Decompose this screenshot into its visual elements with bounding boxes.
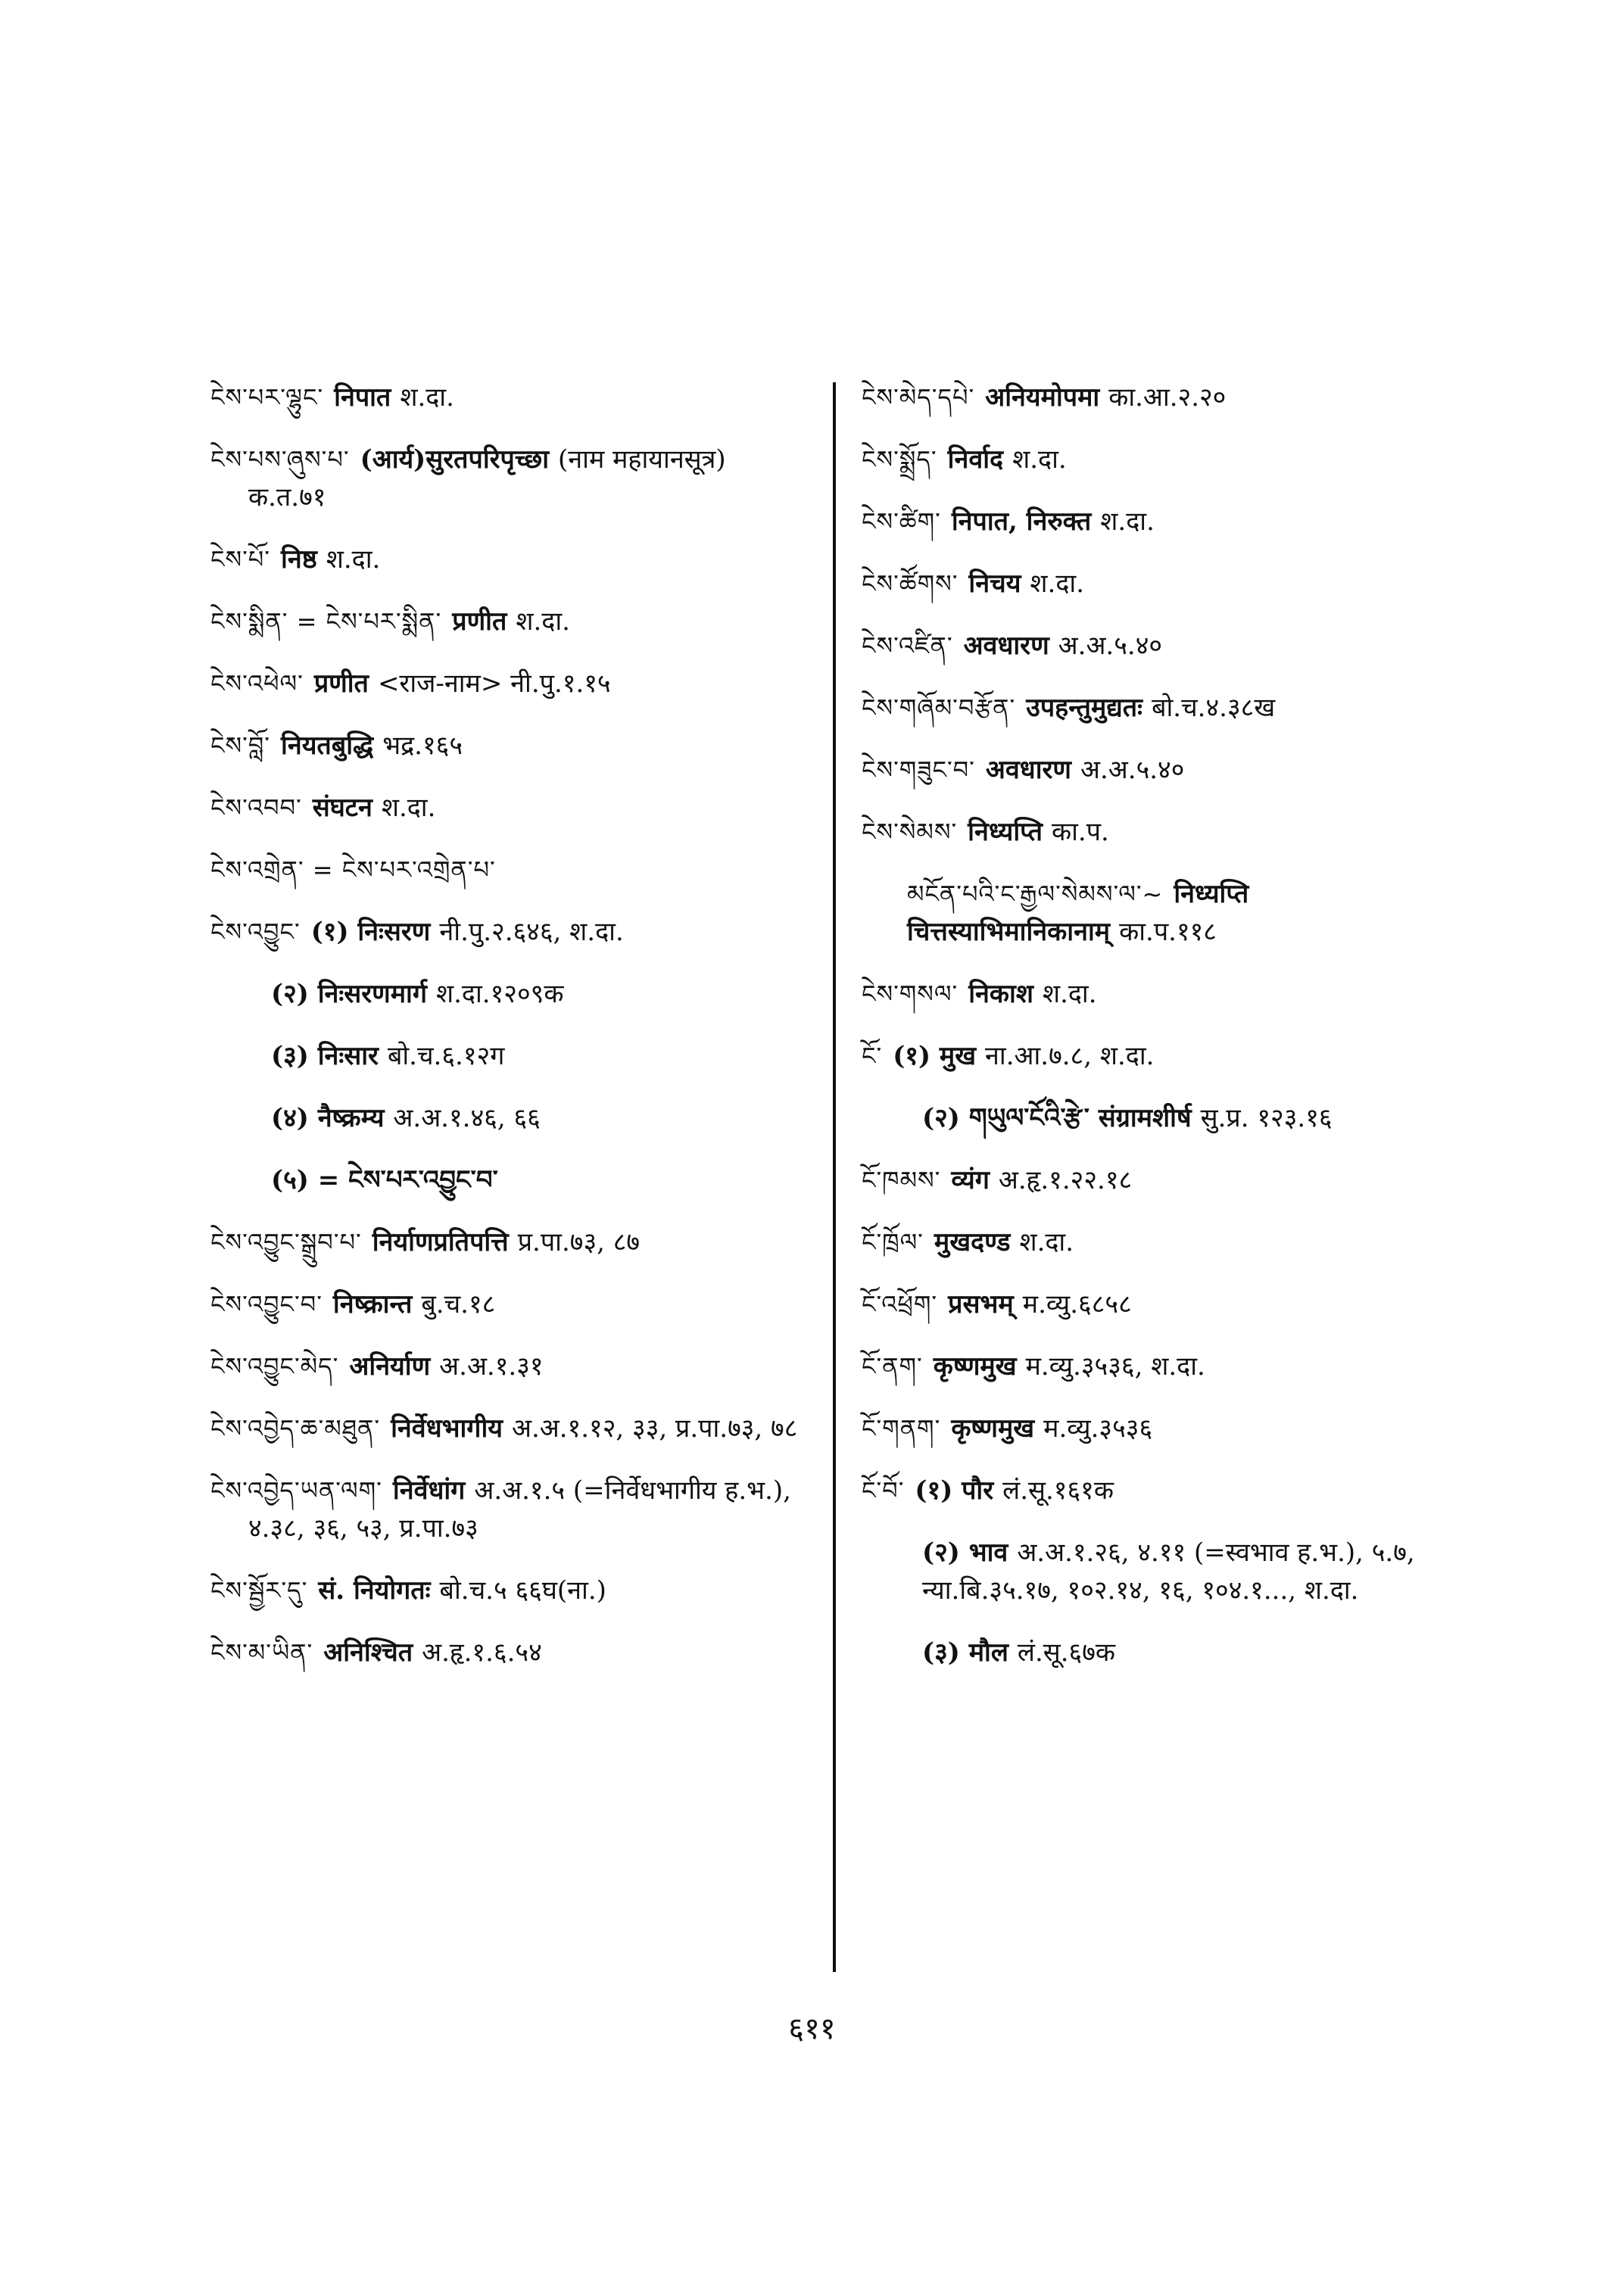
sanskrit-equivalent: निचय	[968, 569, 1021, 599]
tibetan-headword: ངེས་བློ་	[210, 731, 271, 760]
sanskrit-equivalent: (आर्य)सुरतपरिपृच्छा	[360, 444, 550, 475]
sanskrit-equivalent: निर्वेधांग	[392, 1475, 466, 1506]
source-reference: सु.प्र. १२३.१६	[1200, 1103, 1333, 1133]
sanskrit-equivalent: संघटन	[312, 793, 372, 823]
sanskrit-equivalent: अवधारण	[963, 631, 1049, 661]
sanskrit-equivalent: निर्वाद	[947, 444, 1004, 475]
sanskrit-equivalent: अनियमोपमा	[985, 382, 1100, 413]
source-reference: बु.च.१८	[421, 1289, 496, 1319]
sanskrit-equivalent: (२) གཡུལ་ངོའི་རྩེ་ संग्रामशीर्ष	[922, 1103, 1192, 1133]
source-reference: का.आ.२.२०	[1108, 382, 1227, 413]
tibetan-headword: ངེས་སྨྲོད་	[862, 445, 937, 474]
source-reference: श.दा.	[326, 544, 381, 575]
source-reference: बो.च.६.१२ग	[387, 1041, 505, 1071]
source-reference: <राज-नाम> नी.पु.१.१५	[377, 668, 611, 699]
sanskrit-equivalent: निकाश	[968, 979, 1033, 1009]
dictionary-entry	[862, 1410, 1467, 1447]
sanskrit-equivalent: निर्याणप्रतिपत्ति	[372, 1227, 509, 1257]
sanskrit-equivalent: (१) निःसरण	[310, 917, 431, 947]
sanskrit-equivalent: निपात, निरुक्त	[951, 506, 1092, 537]
tibetan-headword: ངེས་གཟུང་བ་	[862, 756, 975, 784]
dictionary-entry	[862, 627, 1467, 665]
tibetan-headword: ངེས་འཕེལ་	[210, 669, 304, 698]
sanskrit-equivalent: (३) मौल	[922, 1637, 1008, 1668]
dictionary-entry	[210, 1347, 809, 1385]
tibetan-headword: ངེས་ཚོགས་	[862, 569, 959, 598]
dictionary-entry	[862, 441, 1467, 478]
dictionary-entry	[862, 1161, 1467, 1199]
source-reference: (नाम महायानसूत्र) क.त.७१	[248, 444, 726, 512]
dictionary-entry	[210, 665, 809, 703]
source-reference: नी.पु.२.६४६, श.दा.	[439, 917, 624, 947]
tibetan-headword: ངེས་པར་ལྷུང་	[210, 383, 324, 412]
tibetan-headword: ངེས་འཛིན་	[862, 631, 953, 660]
source-reference: श.दा.	[1030, 569, 1085, 599]
dictionary-entry	[922, 1634, 1467, 1671]
dictionary-entry	[862, 689, 1467, 727]
dictionary-entry	[862, 1223, 1467, 1261]
tibetan-headword: མངོན་པའི་ང་རྒྱལ་སེམས་ལ་~	[907, 880, 1164, 908]
source-reference: म.व्यु.३५३६	[1043, 1413, 1153, 1444]
right-column	[862, 379, 1467, 1696]
source-reference: श.दा.	[1100, 506, 1155, 537]
sanskrit-equivalent: (३) निःसार	[271, 1041, 379, 1071]
dictionary-entry	[922, 1534, 1467, 1609]
sanskrit-equivalent: प्रसभम्	[948, 1289, 1014, 1319]
tibetan-headword: ངེས་མ་ཡིན་	[210, 1638, 313, 1667]
sanskrit-equivalent: (१) मुख	[893, 1041, 977, 1071]
dictionary-entry	[271, 1037, 809, 1075]
tibetan-headword: ངོ་འཕྲོག་	[862, 1290, 938, 1319]
tibetan-headword: ངོ་ཁྲོལ་	[862, 1228, 924, 1257]
dictionary-entry	[271, 975, 809, 1013]
source-reference: श.दा.	[400, 382, 454, 413]
dictionary-entry	[210, 379, 809, 416]
dictionary-entry	[862, 565, 1467, 603]
source-reference: अ.अ.१.५ (=निर्वेधभागीय ह.भ.), ४.३८, ३६, ५३, प्र.पा.७३	[248, 1475, 791, 1544]
dictionary-entry	[862, 503, 1467, 541]
dictionary-entry	[862, 1347, 1467, 1385]
source-reference: ना.आ.७.८, श.दा.	[985, 1041, 1155, 1071]
source-reference: बो.च.४.३८ख	[1152, 693, 1276, 723]
dictionary-entry	[862, 1285, 1467, 1323]
sanskrit-equivalent: प्रणीत	[313, 668, 369, 699]
tibetan-headword: ངོ་	[862, 1042, 883, 1070]
sanskrit-equivalent: प्रणीत	[452, 606, 507, 637]
dictionary-entry	[271, 1099, 809, 1137]
source-reference: श.दा.	[1042, 979, 1097, 1009]
sanskrit-equivalent: निष्क्रान्त	[332, 1289, 413, 1319]
source-reference: भद्र.१६५	[382, 731, 463, 761]
source-reference: श.दा.	[381, 793, 436, 823]
source-reference: अ.अ.१.२६, ४.११ (=स्वभाव ह.भ.), ५.७, न्या.बि.३५.१७, १०२.१४, १६, १०४.१..., श.दा.	[922, 1537, 1415, 1606]
tibetan-headword: ངེས་གཞོམ་བརྩོན་	[862, 693, 1016, 722]
dictionary-entry	[271, 1161, 809, 1199]
dictionary-entry	[210, 727, 809, 765]
source-reference: अ.हृ.१.२२.१८	[998, 1165, 1133, 1195]
source-reference: अ.हृ.१.६.५४	[422, 1637, 542, 1668]
sanskrit-equivalent: अवधारण	[985, 755, 1071, 785]
dictionary-entry	[210, 603, 809, 640]
tibetan-headword: ངེས་མེད་དཔེ་	[862, 383, 975, 412]
column-divider	[833, 382, 836, 1972]
tibetan-headword: ངེས་འབྱུང་	[210, 918, 301, 946]
sanskrit-equivalent: अनिर्याण	[349, 1351, 431, 1382]
source-reference: लं.सू.१६१क	[1002, 1475, 1114, 1506]
dictionary-entry	[907, 875, 1467, 951]
sanskrit-equivalent: (२) भाव	[922, 1537, 1008, 1568]
source-reference: का.प.	[1052, 817, 1109, 847]
sanskrit-equivalent: उपहन्तुमुद्यतः	[1026, 693, 1143, 723]
source-reference: का.प.११८	[1119, 917, 1217, 947]
sanskrit-equivalent: (१) पौर	[915, 1475, 994, 1506]
dictionary-entry	[862, 379, 1467, 416]
sanskrit-equivalent: व्यंग	[951, 1165, 990, 1195]
tibetan-headword: ངེས་འབྱེད་ཡན་ལག་	[210, 1476, 382, 1505]
dictionary-entry	[210, 1572, 809, 1609]
sanskrit-equivalent: निध्यप्ति चित्तस्याभिमानिकानाम्	[907, 879, 1249, 947]
tibetan-headword: ངོ་གནག་	[862, 1414, 941, 1443]
tibetan-headword: ངེས་འབབ་	[210, 793, 302, 822]
source-reference: लं.सू.६७क	[1017, 1637, 1116, 1668]
dictionary-entry	[210, 1410, 809, 1447]
dictionary-entry	[922, 1099, 1467, 1137]
sanskrit-equivalent: निपात	[334, 382, 391, 413]
dictionary-entry	[210, 1285, 809, 1323]
sanskrit-equivalent: निष्ठ	[281, 544, 317, 575]
source-reference: अ.अ.५.४०	[1080, 755, 1185, 785]
sanskrit-equivalent: (४) नैष्क्रम्य	[271, 1103, 385, 1133]
source-reference: अ.अ.१.४६, ६६	[393, 1103, 541, 1133]
source-reference: प्र.पा.७३, ८७	[517, 1227, 641, 1257]
source-reference: म.व्यु.६८५८	[1022, 1289, 1132, 1319]
sanskrit-equivalent: कृष्णमुख	[933, 1351, 1017, 1382]
sanskrit-equivalent: (५) = ངེས་པར་འབྱུང་བ་	[271, 1165, 498, 1195]
dictionary-entry	[210, 1223, 809, 1261]
source-reference: श.दा.	[1012, 444, 1067, 475]
dictionary-entry	[210, 541, 809, 578]
tibetan-headword: ངེས་སྨིན་ = ངེས་པར་སྨིན་	[210, 607, 442, 636]
sanskrit-equivalent: निर्वेधभागीय	[391, 1413, 503, 1444]
dictionary-entry	[862, 751, 1467, 789]
source-reference: श.दा.	[1019, 1227, 1074, 1257]
tibetan-headword: ངོ་ནག་	[862, 1352, 923, 1381]
source-reference: श.दा.१२०९क	[436, 979, 564, 1009]
sanskrit-equivalent: सं. नियोगतः	[318, 1575, 431, 1606]
tibetan-headword: ངེས་འབྱུང་བ་	[210, 1290, 323, 1319]
left-column	[210, 379, 809, 1696]
sanskrit-equivalent: मुखदण्ड	[934, 1227, 1011, 1257]
dictionary-entry	[210, 1472, 809, 1547]
source-reference: बो.च.५ ६६घ(ना.)	[439, 1575, 606, 1606]
dictionary-entry	[210, 1634, 809, 1671]
dictionary-entry	[210, 851, 809, 889]
dictionary-entry	[210, 789, 809, 827]
dictionary-entry	[862, 1037, 1467, 1075]
tibetan-headword: ངེས་འབྱེད་ཆ་མཐུན་	[210, 1414, 381, 1443]
source-reference: म.व्यु.३५३६, श.दा.	[1025, 1351, 1205, 1382]
tibetan-headword: ངེས་པས་ཞུས་པ་	[210, 445, 350, 474]
dictionary-entry	[862, 975, 1467, 1013]
tibetan-headword: ངེས་འབྱུང་མེད་	[210, 1352, 339, 1381]
page-number: ६११	[788, 2011, 836, 2046]
tibetan-headword: ངེས་ཚིག་	[862, 507, 941, 536]
sanskrit-equivalent: (२) निःसरणमार्ग	[271, 979, 427, 1009]
tibetan-headword: ངོ་ཁམས་	[862, 1166, 941, 1195]
tibetan-headword: ངེས་པོ་	[210, 545, 271, 574]
source-reference: अ.अ.५.४०	[1058, 631, 1163, 661]
tibetan-headword: ངེས་འབྱུང་སྒྲུབ་པ་	[210, 1228, 362, 1257]
source-reference: अ.अ.१.३१	[439, 1351, 544, 1382]
tibetan-headword: ངེས་གསལ་	[862, 980, 959, 1008]
tibetan-headword: ངེས་སྦྱོར་དུ་	[210, 1576, 308, 1605]
tibetan-headword: ངེས་འགྲེན་ = ངེས་པར་འགྲེན་པ་	[210, 855, 496, 884]
dictionary-entry	[862, 1472, 1467, 1509]
dictionary-entry	[210, 913, 809, 951]
source-reference: अ.अ.१.१२, ३३, प्र.पा.७३, ७८	[511, 1413, 798, 1444]
source-reference: श.दा.	[516, 606, 570, 637]
sanskrit-equivalent: अनिश्चित	[323, 1637, 413, 1668]
dictionary-entry	[210, 441, 809, 516]
sanskrit-equivalent: नियतबुद्धि	[281, 731, 374, 761]
sanskrit-equivalent: निध्यप्ति	[968, 817, 1043, 847]
tibetan-headword: ངོ་བོ་	[862, 1476, 905, 1505]
dictionary-entry	[862, 813, 1467, 851]
sanskrit-equivalent: कृष्णमुख	[951, 1413, 1035, 1444]
tibetan-headword: ངེས་སེམས་	[862, 818, 958, 846]
